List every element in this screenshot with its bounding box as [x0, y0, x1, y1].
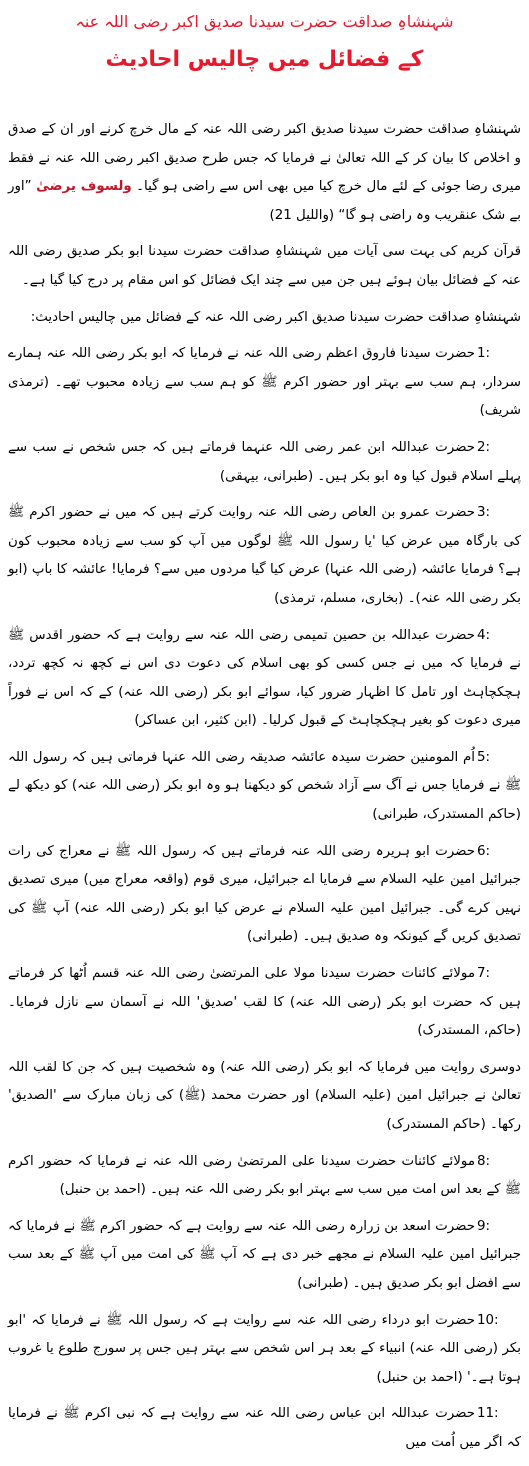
- hadith-item: [8, 1054, 521, 1140]
- page-title-line-2: کے فضائل میں چالیس احادیث: [105, 47, 424, 72]
- hadith-text: حضرت عبداللہ ابن عمر رضی اللہ عنہما فرماتے ہیں کہ جس شخص نے سب سے پہلے اسلام قبول کیا وہ ابو بکر ہیں۔ (طبرانی، بیہقی): [8, 439, 521, 484]
- hadith-item: [8, 1307, 521, 1393]
- page-title-line-1: شہنشاہِ صداقت حضرت سیدنا صدیق اکبر رضی اللہ عنہ: [75, 12, 454, 31]
- hadith-item: [8, 1213, 521, 1299]
- hadith-number: 5:: [477, 749, 491, 765]
- hadith-text: اُم المومنین حضرت سیدہ عائشہ صدیقہ رضی اللہ عنہا فرماتی ہیں کہ رسول اللہ ﷺ نے فرمایا جس نے آگ سے آزاد شخص کو دیکھنا ہو وہ ابو بکر (رضی اللہ عنہ) کو دیکھ لے (حاکم المستدرک، طبرانی): [8, 749, 521, 823]
- intro-paragraph-1: [8, 116, 521, 230]
- hadith-number: 7:: [477, 966, 491, 982]
- intro-paragraph-2: قرآن کریم کی بہت سی آیات میں شہنشاہِ صداقت حضرت سیدنا ابو بکر صدیق رضی اللہ عنہ کے فضائل بیان ہوئے ہیں جن میں سے چند ایک فضائل کو اس مقام پر درج کیا گیا ہے۔: [8, 244, 521, 288]
- hadith-number: 11:: [477, 1406, 499, 1422]
- hadith-item: [8, 1148, 521, 1205]
- hadith-text: مولائے کائنات حضرت سیدنا مولا علی المرتضیٰ رضی اللہ عنہ قسم اُٹھا کر فرماتے ہیں کہ حضرت ابو بکر (رضی اللہ عنہ) کا لقب 'صدیق' اللہ نے آسمان سے نازل فرمایا۔ (حاکم، المستدرک): [8, 966, 521, 1039]
- hadith-number: 4:: [477, 627, 491, 643]
- hadith-text: دوسری روایت میں فرمایا کہ ابو بکر (رضی اللہ عنہ) وہ شخصیت ہیں کہ جن کا لقب اللہ تعالیٰ نے جبرائیل امین (علیہ السلام) اور حضرت محمد (ﷺ) کی زبان مبارک سے 'الصدیق' رکھا۔ (حاکم المستدرک): [8, 1059, 521, 1132]
- intro-quote-translation: ”اور بے شک عنقریب وہ راضی ہو گا“ (واللیل 21): [8, 179, 521, 223]
- hadith-text: حضرت سیدنا فاروق اعظم رضی اللہ عنہ نے فرمایا کہ ابو بکر رضی اللہ عنہ ہمارے سردار، ہم سب سے بہتر اور حضور اکرم ﷺ کو ہم سب سے زیادہ محبوب تھے۔ (ترمذی شریف): [8, 346, 521, 419]
- hadith-list: [8, 340, 521, 1457]
- hadith-number: 1:: [477, 346, 491, 362]
- hadith-item: [8, 622, 521, 736]
- hadith-number: 9:: [477, 1218, 491, 1234]
- hadith-text: حضرت عبداللہ ابن عباس رضی اللہ عنہ سے روایت ہے کہ نبی اکرم ﷺ نے فرمایا کہ اگر میں اُمت میں: [8, 1406, 521, 1450]
- hadith-number: 8:: [477, 1153, 491, 1169]
- hadith-item: [8, 340, 521, 426]
- intro-paragraph-3: شہنشاہِ صداقت حضرت سیدنا صدیق اکبر رضی اللہ عنہ کے فضائل میں چالیس احادیث:: [30, 309, 521, 325]
- hadith-text: حضرت ابو ہریرہ رضی اللہ عنہ فرماتے ہیں کہ رسول اللہ ﷺ نے معراج کی رات جبرائیل امین علیہ السلام سے فرمایا اے جبرائیل، میری قوم (واقعہ معراج میں) میری تصدیق نہیں کرے گی۔ جبرائیل امین علیہ السلام نے عرض کیا ابو بکر (رضی اللہ عنہ) آپ ﷺ کی تصدیق کریں گے کیونکہ وہ صدیق ہیں۔ (طبرانی): [8, 843, 521, 945]
- hadith-number: 10:: [477, 1312, 499, 1328]
- hadith-item: [8, 960, 521, 1046]
- hadith-text: مولائے کائنات حضرت سیدنا علی المرتضیٰ رضی اللہ عنہ نے فرمایا کہ حضور اکرم ﷺ کے بعد اس امت میں سب سے بہتر ابو بکر رضی اللہ عنہ ہیں۔ (احمد بن حنبل): [8, 1153, 521, 1198]
- quran-quote: ولسوف یرضیٰ: [36, 179, 132, 195]
- hadith-text: حضرت ابو درداء رضی اللہ عنہ سے روایت ہے کہ رسول اللہ ﷺ نے فرمایا کہ 'ابو بکر (رضی اللہ عنہ) انبیاء کے بعد ہر اس شخص سے بہتر ہیں جس پر سورج طلوع یا غروب ہوتا ہے۔' (احمد بن حنبل): [8, 1312, 521, 1385]
- hadith-item: [8, 434, 521, 491]
- hadith-number: 2:: [477, 439, 491, 455]
- hadith-text: حضرت عبداللہ بن حصین تمیمی رضی اللہ عنہ سے روایت ہے کہ حضور اقدس ﷺ نے فرمایا کہ میں نے جس کسی کو بھی اسلام کی دعوت دی اس نے کچھ نہ کچھ تردد، ہچکچاہٹ اور تامل کا اظہار ضرور کیا، سوائے ابو بکر (رضی اللہ عنہ) کے کہ اس نے فوراً میری دعوت کو بغیر ہچکچاہٹ کے قبول کرلیا۔ (ابن کثیر، ابن عساکر): [8, 627, 521, 729]
- hadith-number: 3:: [477, 505, 491, 521]
- hadith-text: حضرت عمرو بن العاص رضی اللہ عنہ روایت کرتے ہیں کہ میں نے حضور اکرم ﷺ کی بارگاہ میں عرض کیا 'یا رسول اللہ ﷺ لوگوں میں آپ کو سب سے زیادہ محبوب کون ہے؟ فرمایا عائشہ (رضی اللہ عنہا) عرض کیا گیا مردوں میں سے؟ فرمایا! عائشہ کا باپ (ابو بکر رضی اللہ عنہ)۔ (بخاری، مسلم، ترمذی): [8, 505, 521, 606]
- hadith-item: [8, 1400, 521, 1457]
- hadith-item: [8, 744, 521, 830]
- hadith-item: [8, 499, 521, 613]
- hadith-item: [8, 838, 521, 952]
- hadith-text: حضرت اسعد بن زرارہ رضی اللہ عنہ سے روایت ہے کہ حضور اکرم ﷺ نے فرمایا کہ جبرائیل امین علیہ السلام نے مجھے خبر دی ہے کہ آپ ﷺ کی امت میں آپ ﷺ کے بعد سب سے افضل ابو بکر صدیق ہیں۔ (طبرانی): [8, 1218, 521, 1291]
- document-body: [8, 116, 521, 1466]
- intro-text: شہنشاہِ صداقت حضرت سیدنا صدیق اکبر رضی اللہ عنہ کے مال خرچ کرنے اور ان کے صدق و اخلاص کا بیان کر کے اللہ تعالیٰ نے فرمایا کہ جس طرح صدیق اکبر رضی اللہ عنہ نے فقط میری رضا جوئی کے لئے مال خرچ کیا میں بھی اس سے راضی ہو گیا۔: [8, 122, 522, 195]
- hadith-number: 6:: [477, 843, 491, 859]
